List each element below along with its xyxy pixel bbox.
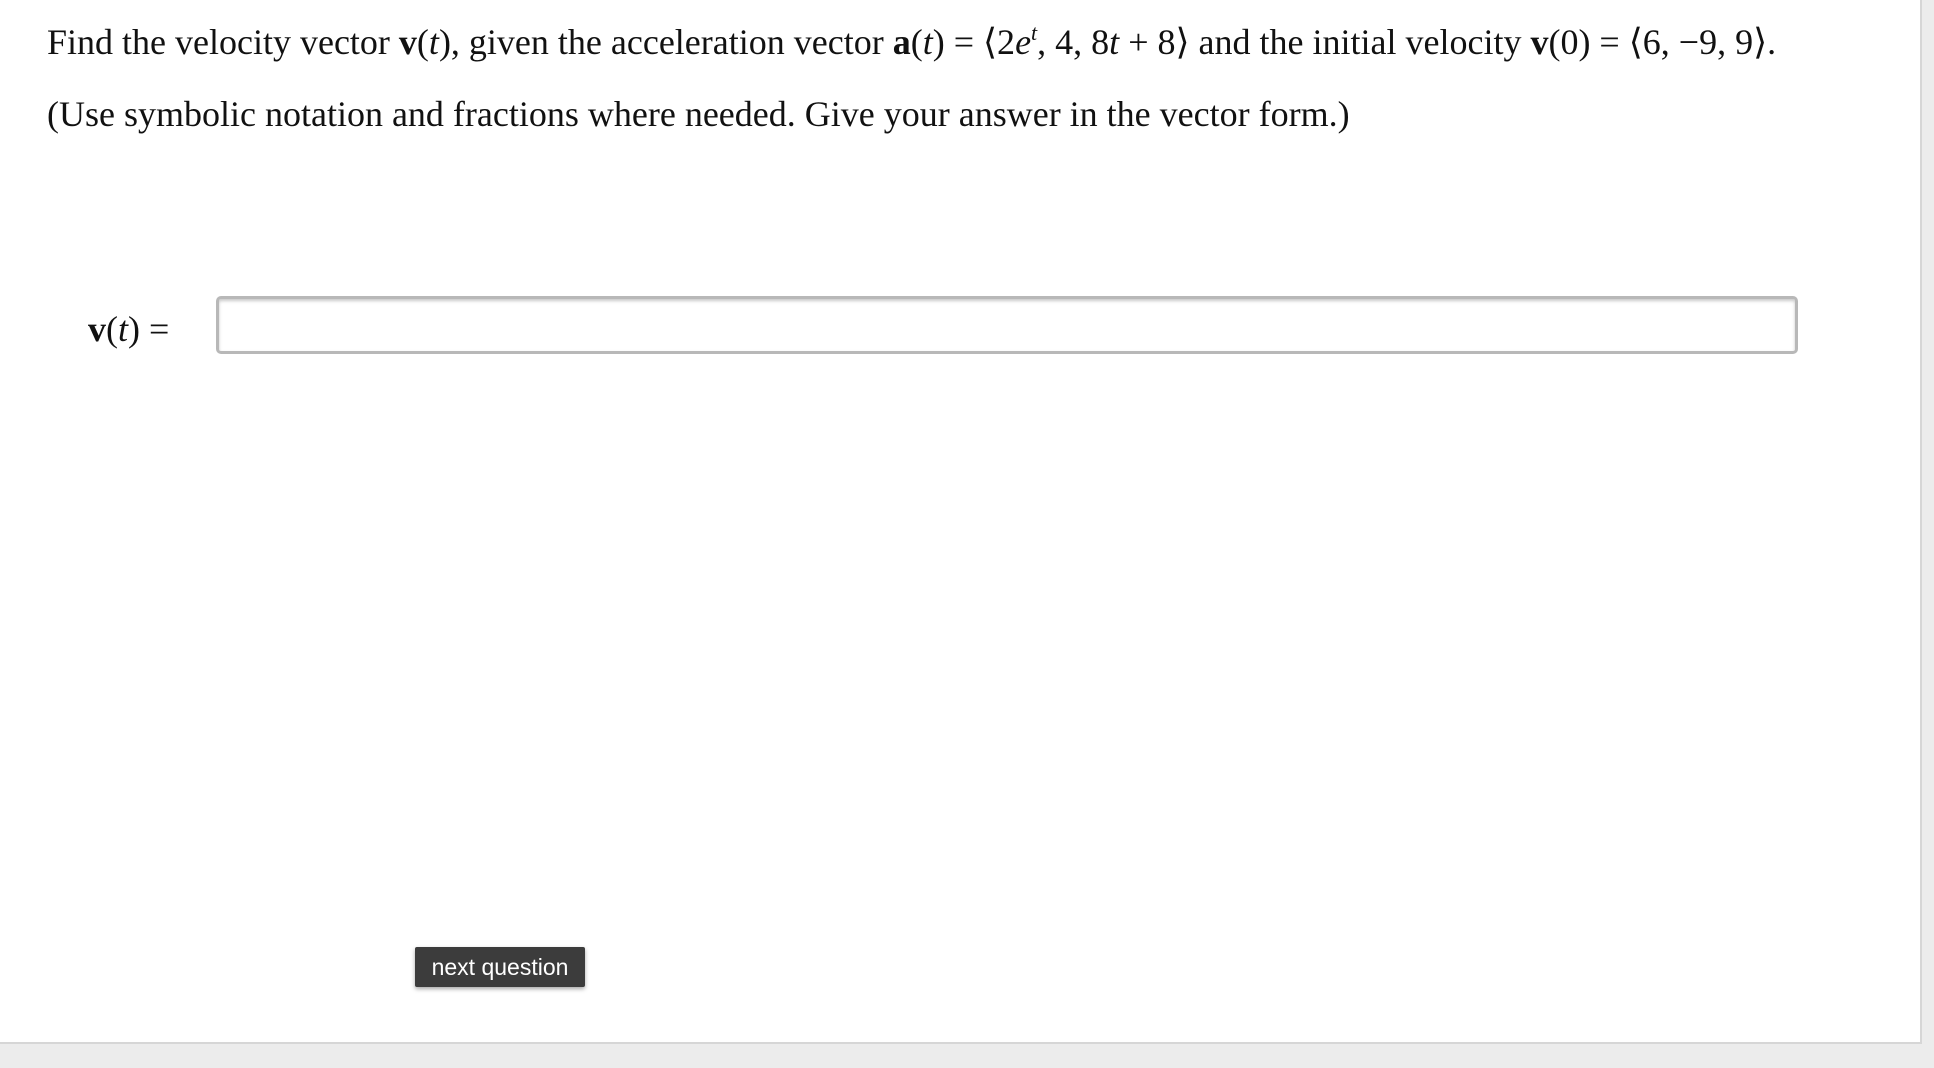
answer-input[interactable] <box>216 296 1798 354</box>
velocity-symbol: v <box>398 22 417 62</box>
exponent-t: t <box>1031 20 1038 45</box>
answer-label: v(t) = <box>88 309 170 349</box>
acceleration-symbol: a <box>892 22 911 62</box>
next-question-button[interactable]: next question <box>415 947 585 987</box>
time-variable: t <box>428 22 439 62</box>
question-intro: Find the velocity vector <box>47 22 399 62</box>
euler-e: e <box>1015 22 1032 62</box>
initial-velocity-symbol: v <box>1530 22 1549 62</box>
instructions-text: (Use symbolic notation and fractions where needed. Give your answer in the vector form.) <box>47 94 1350 134</box>
initial-velocity-value: (0) = ⟨6, −9, 9⟩. <box>1548 22 1777 62</box>
question-text: Find the velocity vector v(t), given the acceleration vector $a(t) = ⟨2e^t$, 4, 8t + 8⟩ and the initial velocity v(0) = ⟨6, −9, 9⟩. <box>47 20 1777 62</box>
